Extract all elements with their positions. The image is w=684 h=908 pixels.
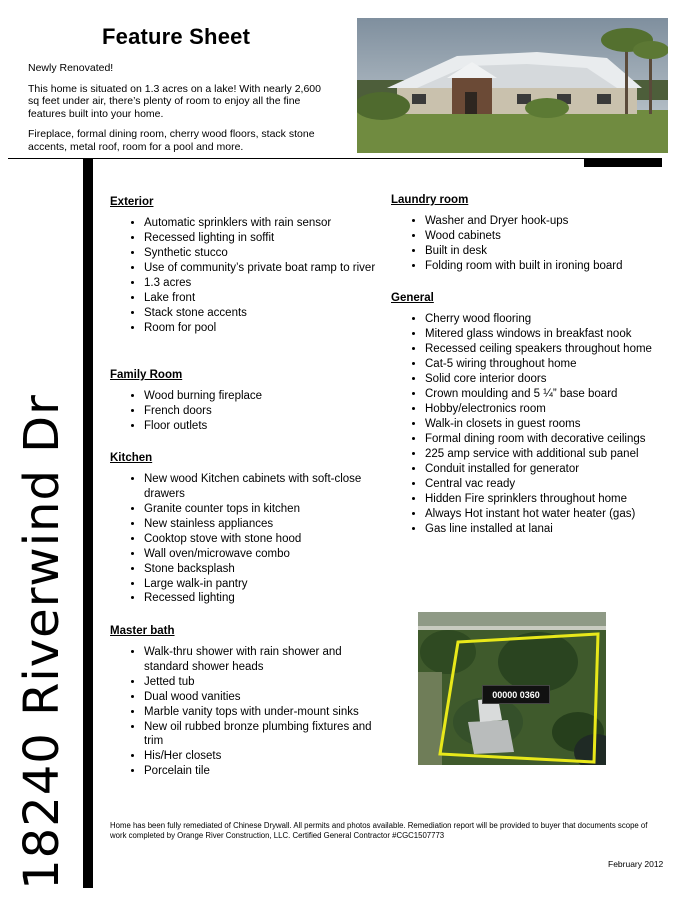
list-item: • Dual wood vanities: [144, 690, 382, 705]
list-item: • Stack stone accents: [144, 306, 382, 321]
list-item: • Synthetic stucco: [144, 246, 382, 261]
feature-list: [110, 389, 382, 434]
list-item: • Lake front: [144, 291, 382, 306]
list-item: • Conduit installed for generator: [425, 462, 663, 477]
list-item: • Wood burning fireplace: [144, 389, 382, 404]
list-item: • Hidden Fire sprinklers throughout home: [425, 492, 663, 507]
list-item: • Walk-in closets in guest rooms: [425, 417, 663, 432]
list-item: • New oil rubbed bronze plumbing fixtures and trim: [144, 720, 382, 749]
list-item: • Room for pool: [144, 321, 382, 336]
list-item: • Always Hot instant hot water heater (gas): [425, 507, 663, 522]
list-item: • Solid core interior doors: [425, 372, 663, 387]
section-general: [391, 292, 663, 537]
intro-text: [28, 62, 328, 161]
list-item: • Central vac ready: [425, 477, 663, 492]
list-item: • Gas line installed at lanai: [425, 522, 663, 537]
list-item: • Built in desk: [425, 244, 663, 259]
section-family-room: [110, 369, 382, 434]
section-laundry-room: [391, 194, 663, 274]
intro-description: This home is situated on 1.3 acres on a lake! With nearly 2,600 sq feet under air, there’s plenty of room to enjoy all the fine features built into your home.: [28, 82, 321, 120]
house-photo: [357, 18, 668, 153]
list-item: • Wood cabinets: [425, 229, 663, 244]
list-item: • Formal dining room with decorative ceilings: [425, 432, 663, 447]
intro-headline: Newly Renovated!: [28, 62, 114, 74]
list-item: • Jetted tub: [144, 675, 382, 690]
street-address: 18240 Riverwind Dr: [14, 394, 70, 890]
list-item: • Washer and Dryer hook-ups: [425, 214, 663, 229]
header-divider-accent: [584, 158, 662, 167]
list-item: • Recessed ceiling speakers throughout home: [425, 342, 663, 357]
feature-list: [110, 645, 382, 779]
list-item: • Cat-5 wiring throughout home: [425, 357, 663, 372]
list-item: • Walk-thru shower with rain shower and standard shower heads: [144, 645, 382, 674]
section-title: General: [391, 292, 434, 304]
list-item: • Automatic sprinklers with rain sensor: [144, 216, 382, 231]
list-item: • 225 amp service with additional sub panel: [425, 447, 663, 462]
section-title: Master bath: [110, 625, 175, 637]
feature-list: [110, 216, 382, 335]
list-item: • Marble vanity tops with under-mount sinks: [144, 705, 382, 720]
list-item: • Cherry wood flooring: [425, 312, 663, 327]
section-title: Exterior: [110, 196, 154, 208]
section-master-bath: [110, 625, 382, 779]
list-item: • Hobby/electronics room: [425, 402, 663, 417]
list-item: • Large walk-in pantry: [144, 577, 382, 592]
list-item: • Recessed lighting: [144, 591, 382, 606]
intro-highlights: Fireplace, formal dining room, cherry wood floors, stack stone accents, metal roof, room for a pool and more.: [28, 128, 315, 153]
remediation-note: Home has been fully remediated of Chinese Drywall. All permits and photos available. Remediation report will be provided to buyer that documents scope of work completed by Orange River Construction, LLC. Certified General Contractor #CGC1507773: [110, 821, 648, 840]
list-item: • New wood Kitchen cabinets with soft-close drawers: [144, 472, 382, 501]
page-title: Feature Sheet: [102, 24, 251, 49]
list-item: • 1.3 acres: [144, 276, 382, 291]
list-item: • Folding room with built in ironing board: [425, 259, 663, 274]
vertical-bar: [83, 159, 93, 888]
feature-list: [391, 214, 663, 274]
list-item: • Recessed lighting in soffit: [144, 231, 382, 246]
list-item: • Stone backsplash: [144, 562, 382, 577]
list-item: • New stainless appliances: [144, 517, 382, 532]
header-divider: [8, 158, 662, 159]
section-title: Kitchen: [110, 452, 153, 464]
list-item: • Floor outlets: [144, 419, 382, 434]
feature-list: [391, 312, 663, 536]
list-item: • French doors: [144, 404, 382, 419]
list-item: • His/Her closets: [144, 749, 382, 764]
parcel-number-label: 00000 0360: [482, 685, 550, 704]
section-title: Family Room: [110, 369, 183, 381]
list-item: • Crown moulding and 5 ¼” base board: [425, 387, 663, 402]
section-exterior: [110, 196, 382, 336]
list-item: • Mitered glass windows in breakfast nook: [425, 327, 663, 342]
feature-list: [110, 472, 382, 606]
document-date: February 2012: [608, 859, 664, 869]
section-kitchen: [110, 452, 382, 606]
list-item: • Cooktop stove with stone hood: [144, 532, 382, 547]
list-item: • Porcelain tile: [144, 764, 382, 779]
list-item: • Granite counter tops in kitchen: [144, 502, 382, 517]
list-item: • Use of community’s private boat ramp to river: [144, 261, 382, 276]
list-item: • Wall oven/microwave combo: [144, 547, 382, 562]
section-title: Laundry room: [391, 194, 469, 206]
